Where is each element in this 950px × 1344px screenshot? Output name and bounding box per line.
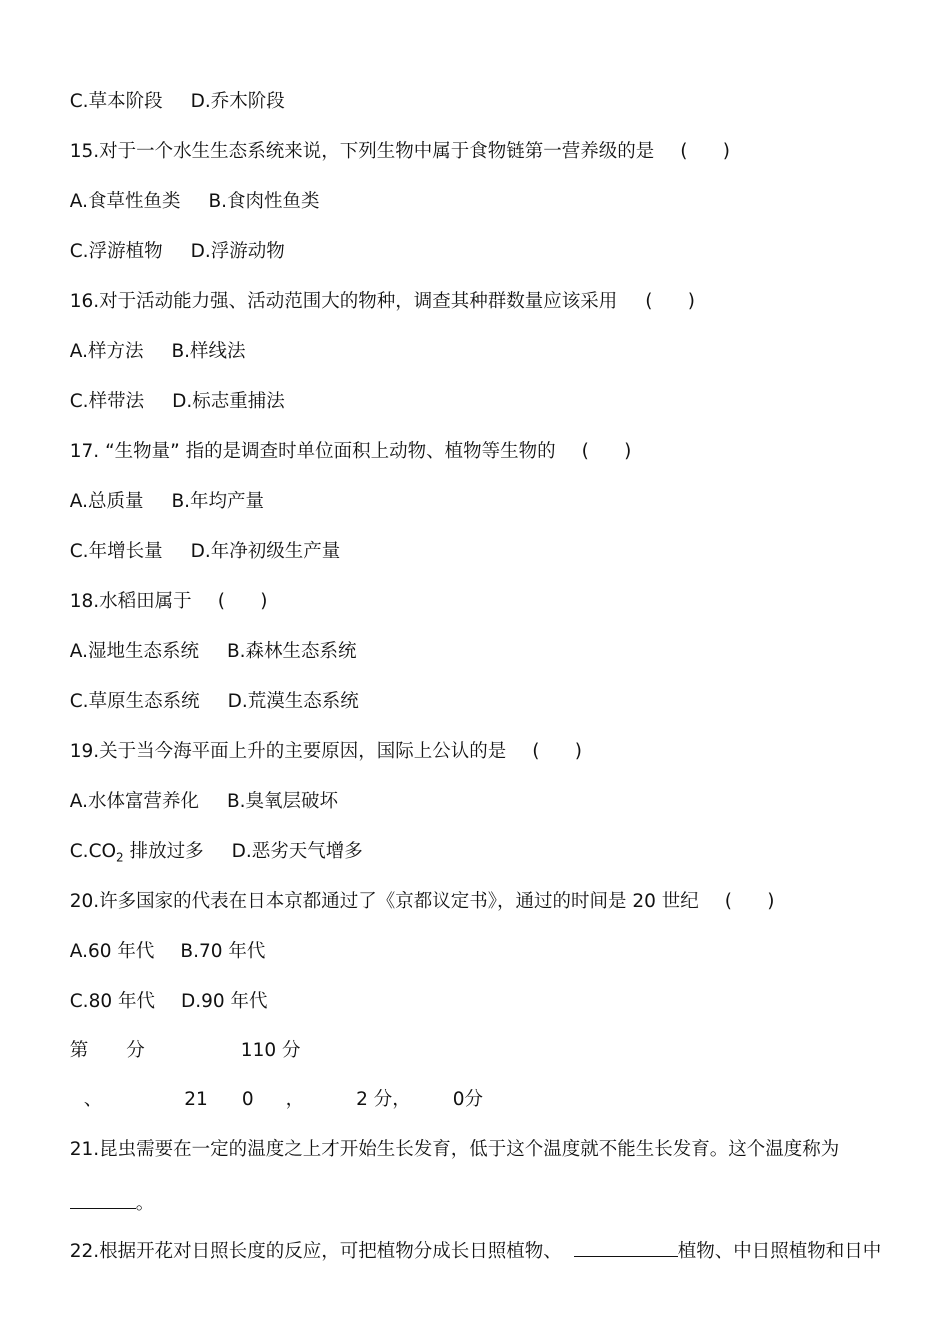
q17-option-b: B.年均产量 [171, 491, 265, 512]
q20-option-b: B.70 年代 [180, 941, 266, 962]
q17-option-a: A.总质量 [69, 491, 144, 512]
q18-options-cd [58, 666, 359, 714]
q16-options-cd [58, 366, 285, 414]
q14-options-cd [58, 66, 285, 114]
q17-stem [58, 416, 631, 464]
q19-option-c-subscript: 2 [116, 850, 124, 865]
q20-options-ab [58, 916, 265, 964]
q18-answer-paren: ( ) [217, 591, 268, 612]
q21-answer-line [58, 1166, 154, 1216]
q16-option-d: D.标志重捕法 [172, 391, 285, 412]
q17-answer-paren: ( ) [581, 441, 632, 462]
q21-answer-blank[interactable] [70, 1190, 136, 1209]
q17-options-ab [58, 466, 264, 514]
q16-stem [58, 266, 695, 314]
q16-option-a: A.样方法 [69, 341, 144, 362]
q19-option-b: B.臭氧层破坏 [226, 791, 339, 812]
section-header [58, 1015, 301, 1063]
q18-options-ab [58, 616, 357, 664]
q18-option-c: C.草原生态系统 [69, 691, 200, 712]
section-instructions [72, 1064, 483, 1112]
section-word-1: 第 [69, 1040, 89, 1061]
q20-options-cd [58, 966, 268, 1014]
q18-stem [58, 566, 267, 614]
section-note-2: 21 [184, 1089, 208, 1110]
section-note-1: 、 [83, 1089, 103, 1110]
q19-option-c [69, 841, 204, 865]
q22-stem-pre: 22.根据开花对日照长度的反应，可把植物分成长日照植物、 [69, 1241, 562, 1262]
q19-option-d: D.恶劣天气增多 [231, 841, 363, 862]
q16-option-c: C.样带法 [69, 391, 145, 412]
q16-answer-paren: ( ) [645, 291, 695, 312]
section-total-score: 110 分 [240, 1040, 301, 1061]
q19-options-ab [58, 766, 338, 814]
q15-option-b: B.食肉性鱼类 [208, 191, 320, 212]
q22-stem [58, 1214, 881, 1264]
section-note-5: 2 分， [356, 1089, 411, 1110]
q20-answer-paren: ( ) [724, 891, 775, 912]
q18-option-b: B.森林生态系统 [226, 641, 357, 662]
q19-option-a: A.水体富营养化 [69, 791, 199, 812]
q21-end-mark: 。 [135, 1193, 155, 1214]
q19-answer-paren: ( ) [532, 741, 582, 762]
q15-options-ab [58, 166, 320, 214]
q18-option-a: A.湿地生态系统 [69, 641, 199, 662]
q20-stem [58, 866, 774, 914]
q15-option-a: A.食草性鱼类 [69, 191, 181, 212]
q15-option-c: C.浮游植物 [69, 241, 163, 262]
q17-option-d: D.年净初级生产量 [190, 541, 341, 562]
q15-option-d: D.浮游动物 [190, 241, 285, 262]
q19-stem-text: 19.关于当今海平面上升的主要原因，国际上公认的是 [69, 741, 507, 762]
q16-options-ab [58, 316, 246, 364]
q22-stem-post: 植物、中日照植物和日中 [677, 1241, 882, 1262]
q15-options-cd [58, 216, 285, 264]
q14-option-d: D.乔木阶段 [190, 91, 285, 112]
q17-stem-text: 17. “生物量” 指的是调查时单位面积上动物、植物等生物的 [69, 441, 556, 462]
section-word-2: 分 [126, 1040, 145, 1061]
q22-answer-blank[interactable] [574, 1238, 678, 1257]
q15-answer-paren: ( ) [680, 141, 730, 162]
q20-option-c: C.80 年代 [69, 991, 155, 1012]
section-note-3: 0 [241, 1089, 254, 1110]
q19-stem [58, 716, 582, 764]
q18-stem-text: 18.水稻田属于 [69, 591, 192, 612]
q18-option-d: D.荒漠生态系统 [227, 691, 359, 712]
section-note-4: ， [285, 1089, 305, 1110]
q16-stem-text: 16.对于活动能力强、活动范围大的物种，调查其种群数量应该采用 [69, 291, 618, 312]
q19-options-cd [58, 816, 363, 870]
q19-option-c-prefix: C.CO [69, 841, 117, 862]
q17-option-c: C.年增长量 [69, 541, 163, 562]
q20-option-a: A.60 年代 [69, 941, 155, 962]
q19-option-c-suffix: 排放过多 [123, 841, 204, 862]
q21-stem [58, 1114, 839, 1162]
q20-option-d: D.90 年代 [181, 991, 268, 1012]
q17-options-cd [58, 516, 340, 564]
q21-stem-text: 21.昆虫需要在一定的温度之上才开始生长发育，低于这个温度就不能生长发育。这个温度称为 [69, 1139, 840, 1160]
q16-option-b: B.样线法 [171, 341, 246, 362]
q20-stem-text: 20.许多国家的代表在日本京都通过了《京都议定书》，通过的时间是 20 世纪 [69, 891, 699, 912]
q15-stem [58, 116, 730, 164]
q14-option-c: C.草本阶段 [69, 91, 163, 112]
section-note-6: 0分 [452, 1089, 484, 1110]
q15-stem-text: 15.对于一个水生生态系统来说，下列生物中属于食物链第一营养级的是 [69, 141, 655, 162]
